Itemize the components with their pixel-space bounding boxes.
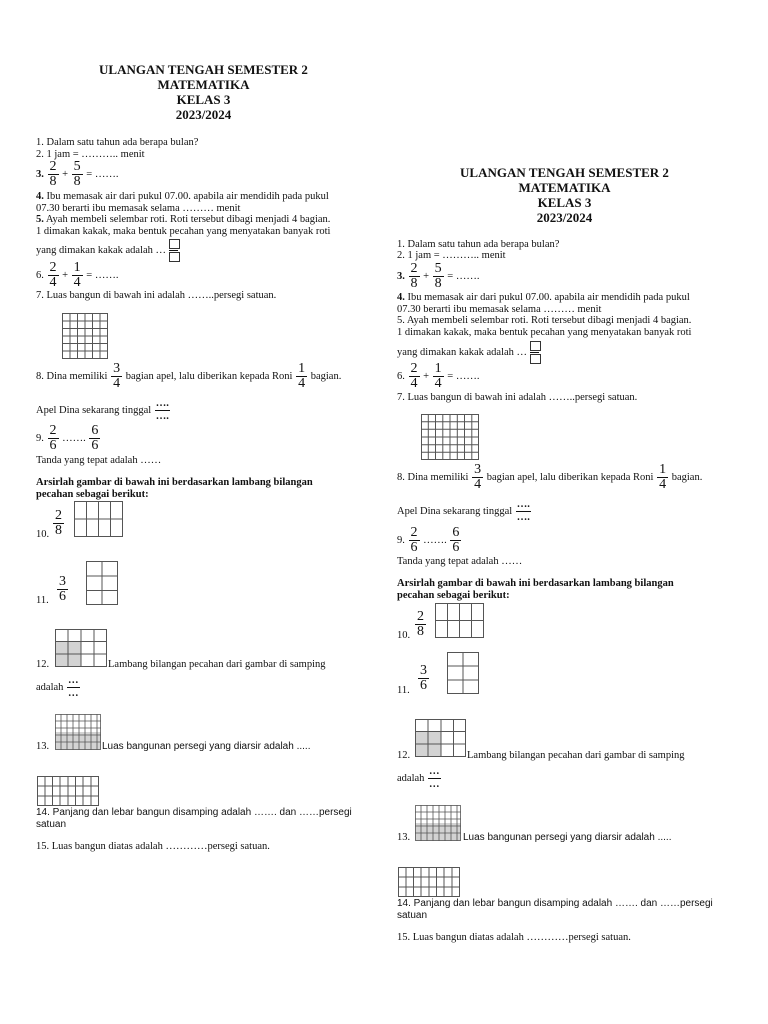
question-14: 14. Panjang dan lebar bangun disamping adalah ……. dan ……persegi satuan <box>397 898 713 921</box>
question-9-text: Tanda yang tepat adalah …… <box>36 455 162 466</box>
shaded-grid-4x3 <box>55 629 107 667</box>
fraction: $\frac{1}{4}$ <box>434 361 442 391</box>
fraction: $\frac{2}{8}$ <box>417 609 424 639</box>
grid-2x3 <box>86 561 118 605</box>
fraction: $\frac{1}{4}$ <box>73 260 81 290</box>
question-6: 6. $\frac{2}{4}$ + $\frac{1}{4}$ = ……. <box>36 260 119 290</box>
question-9: 9. $\frac{2}{6}$ ……. $\frac{6}{6}$ <box>36 423 99 453</box>
fraction: $\frac{2}{4}$ <box>49 260 57 290</box>
fraction: $\frac{3}{6}$ <box>59 574 66 604</box>
fraction: $\frac{5}{8}$ <box>73 159 81 189</box>
question-15: 15. Luas bangun diatas adalah …………persegi satuan. <box>36 841 270 852</box>
question-5-answer: yang dimakan kakak adalah … <box>397 340 541 365</box>
question-1: 1. Dalam satu tahun ada berapa bulan? <box>36 137 199 148</box>
question-9: 9. $\frac{2}{6}$ ……. $\frac{6}{6}$ <box>397 525 460 555</box>
blank-fraction: $\frac{\dots.}{\dots.}$ <box>516 499 530 523</box>
fraction: $\frac{1}{4}$ <box>659 462 667 492</box>
question-3: 3. $\frac{2}{8}$ + $\frac{5}{8}$ = ……. <box>36 159 119 189</box>
grid-8x6 <box>421 414 479 460</box>
question-3: 3. $\frac{2}{8}$ + $\frac{5}{8}$ = ……. <box>397 261 480 291</box>
blank-fraction: $\frac{\dots.}{\dots.}$ <box>155 398 169 422</box>
question-6: 6. $\frac{2}{4}$ + $\frac{1}{4}$ = ……. <box>397 361 480 391</box>
question-2: 2. 1 jam = ……….. menit <box>397 250 506 261</box>
question-8: 8. Dina memiliki $\frac{3}{4}$ bagian apel, lalu diberikan kepada Roni $\frac{1}{4}$ bagian. <box>36 361 342 391</box>
shaded-grid-4x3 <box>415 719 466 757</box>
question-4: 4. Ibu memasak air dari pukul 07.00. apabila air mendidih pada pukul 07.30 berarti ibu memasak selama ……… menit <box>397 292 690 315</box>
grid-8x3 <box>37 776 99 806</box>
grid-2x3 <box>447 652 479 694</box>
question-7: 7. Luas bangun di bawah ini adalah ……..persegi satuan. <box>36 290 277 301</box>
question-12-answer: adalah $\frac{\dots}{\dots}$ <box>397 766 440 790</box>
question-14: 14. Panjang dan lebar bangun disamping adalah ……. dan ……persegi satuan <box>36 807 352 830</box>
fraction: $\frac{2}{4}$ <box>410 361 418 391</box>
shaded-grid-8x5 <box>415 805 461 841</box>
fraction: $\frac{2}{8}$ <box>55 508 62 538</box>
fraction: $\frac{6}{6}$ <box>452 525 460 555</box>
question-4: 4. Ibu memasak air dari pukul 07.00. apabila air mendidih pada pukul 07.30 berarti ibu memasak selama ……… menit <box>36 191 329 214</box>
question-12: 12. Lambang bilangan pecahan dari gambar di samping <box>36 659 326 670</box>
question-8-answer: Apel Dina sekarang tinggal $\frac{\dots.}{\dots.}$ <box>397 499 530 523</box>
shaded-grid-8x5 <box>55 714 101 750</box>
question-8-answer: Apel Dina sekarang tinggal $\frac{\dots.}{\dots.}$ <box>36 398 169 422</box>
fraction: $\frac{6}{6}$ <box>91 423 99 453</box>
fraction: $\frac{2}{8}$ <box>410 261 418 291</box>
exam-title: ULANGAN TENGAH SEMESTER 2 MATEMATIKA KELAS 3 2023/2024 <box>460 165 669 225</box>
question-5: 5. Ayah membeli selembar roti. Roti tersebut dibagi menjadi 4 bagian. 1 dimakan kakak, maka bentuk pecahan yang menyatakan banyak roti <box>36 214 331 237</box>
question-13: 13. Luas bangunan persegi yang diarsir adalah ..... <box>397 832 672 843</box>
question-8: 8. Dina memiliki $\frac{3}{4}$ bagian apel, lalu diberikan kepada Roni $\frac{1}{4}$ bagian. <box>397 462 703 492</box>
section-instruction: Arsirlah gambar di bawah ini berdasarkan lambang bilangan pecahan sebagai berikut: <box>397 578 674 601</box>
question-2: 2. 1 jam = ……….. menit <box>36 149 145 160</box>
exam-title: ULANGAN TENGAH SEMESTER 2 MATEMATIKA KELAS 3 2023/2024 <box>99 62 308 122</box>
grid-6x6 <box>62 313 108 359</box>
section-instruction: Arsirlah gambar di bawah ini berdasarkan lambang bilangan pecahan sebagai berikut: <box>36 477 313 500</box>
question-15: 15. Luas bangun diatas adalah …………persegi satuan. <box>397 932 631 943</box>
question-13: 13. Luas bangunan persegi yang diarsir adalah ..... <box>36 741 311 752</box>
grid-4x2 <box>435 603 484 638</box>
question-12: 12. Lambang bilangan pecahan dari gambar di samping <box>397 750 685 761</box>
fraction: $\frac{2}{6}$ <box>410 525 418 555</box>
question-12-answer: adalah $\frac{\dots}{\dots}$ <box>36 675 79 699</box>
box-fraction-icon <box>169 238 180 263</box>
fraction: $\frac{3}{6}$ <box>420 663 427 693</box>
blank-fraction: $\frac{\dots}{\dots}$ <box>68 675 79 699</box>
fraction: $\frac{2}{6}$ <box>49 423 57 453</box>
fraction: $\frac{1}{4}$ <box>298 361 306 391</box>
question-7: 7. Luas bangun di bawah ini adalah ……..persegi satuan. <box>397 392 638 403</box>
fraction: $\frac{3}{4}$ <box>474 462 482 492</box>
question-5-answer: yang dimakan kakak adalah … <box>36 238 180 263</box>
question-1: 1. Dalam satu tahun ada berapa bulan? <box>397 239 560 250</box>
fraction: $\frac{2}{8}$ <box>49 159 57 189</box>
fraction: $\frac{5}{8}$ <box>434 261 442 291</box>
grid-4x2 <box>74 501 123 537</box>
question-5: 5. Ayah membeli selembar roti. Roti tersebut dibagi menjadi 4 bagian. 1 dimakan kakak, maka bentuk pecahan yang menyatakan banyak roti <box>397 315 692 338</box>
blank-fraction: $\frac{\dots}{\dots}$ <box>429 766 440 790</box>
question-9-text: Tanda yang tepat adalah …… <box>397 556 523 567</box>
box-fraction-icon <box>530 340 541 365</box>
fraction: $\frac{3}{4}$ <box>113 361 121 391</box>
grid-8x3 <box>398 867 460 897</box>
